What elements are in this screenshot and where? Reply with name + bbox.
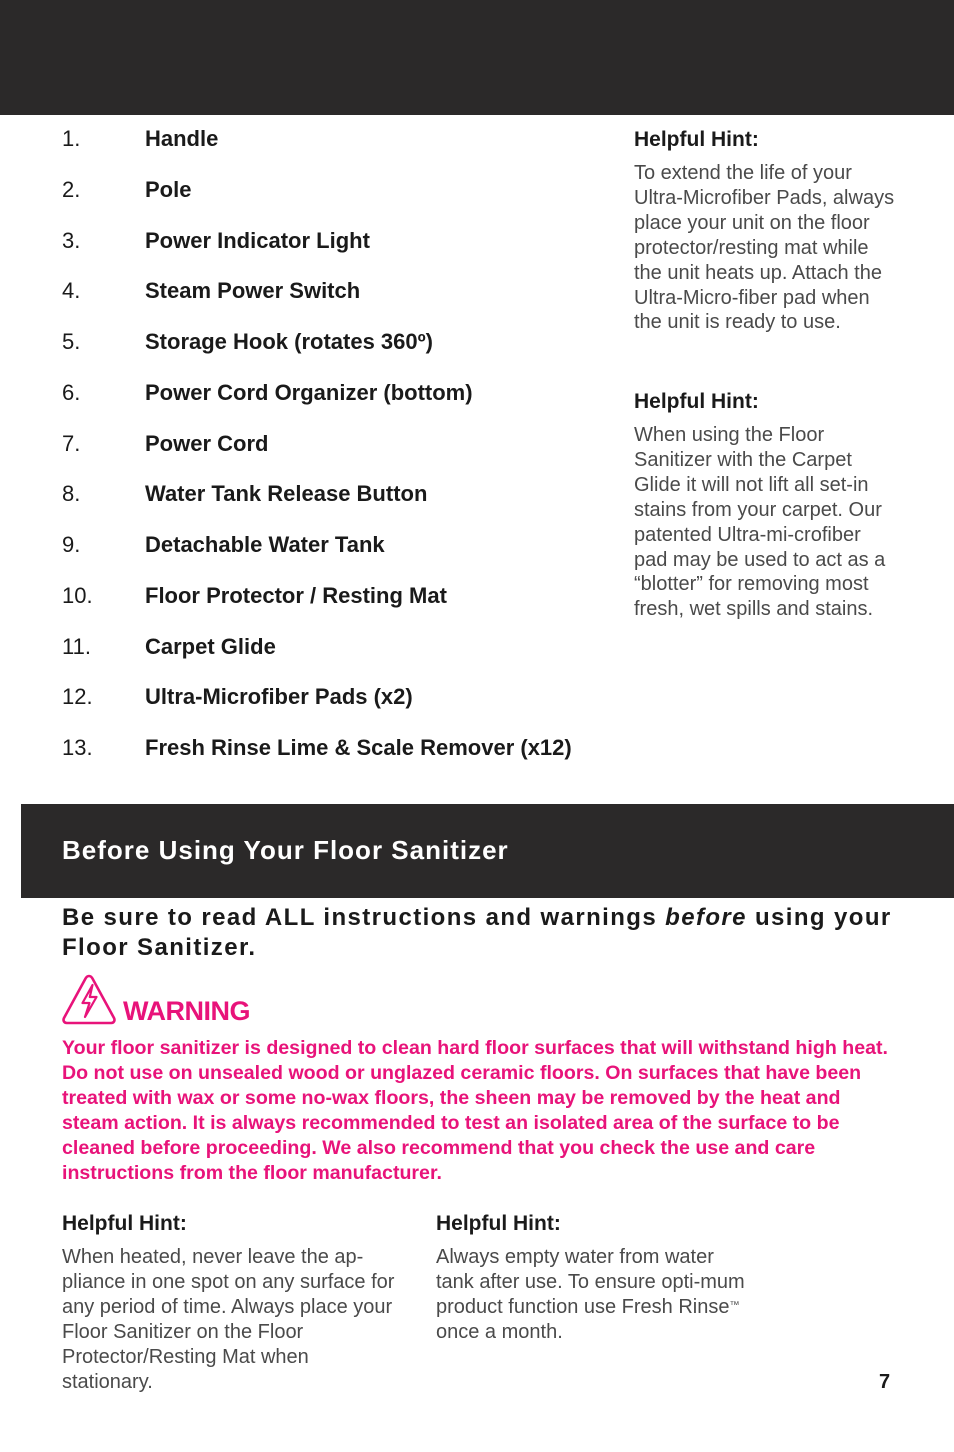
helpful-hint-empty-tank — [436, 1212, 754, 1345]
list-item — [62, 380, 622, 431]
part-number: 2. — [62, 176, 81, 202]
part-label: Handle — [145, 126, 219, 151]
part-label: Power Indicator Light — [145, 227, 370, 253]
part-number: 11. — [62, 633, 91, 659]
hint-text: When heated, never leave the ap-pliance in one spot on any surface for any period of time. Always place your Floor Sanitizer on the Floor Protector/Resting Mat when stationary. — [62, 1246, 395, 1393]
list-item — [62, 278, 622, 329]
list-item — [62, 329, 622, 380]
section-title: Before Using Your Floor Sanitizer — [62, 835, 509, 865]
helpful-hint-heated — [62, 1212, 402, 1394]
warning-header — [61, 973, 250, 1025]
helpful-hint-carpet-glide — [634, 390, 899, 622]
warning-title: WARNING — [123, 996, 250, 1026]
part-label: Storage Hook (rotates 360º) — [145, 329, 433, 354]
list-item — [62, 532, 622, 583]
part-number: 4. — [62, 278, 81, 304]
part-number: 7. — [62, 430, 81, 456]
part-number: 13. — [62, 735, 93, 760]
part-label: Floor Protector / Resting Mat — [145, 582, 447, 608]
hint-title: Helpful Hint: — [634, 128, 759, 151]
list-item — [62, 177, 622, 228]
part-label: Pole — [145, 176, 192, 202]
hint-title: Helpful Hint: — [62, 1212, 187, 1235]
part-label: Carpet Glide — [145, 633, 276, 659]
warning-lightning-icon — [61, 973, 117, 1025]
hint-text — [436, 1245, 754, 1345]
list-item — [62, 481, 622, 532]
list-item — [62, 126, 622, 177]
part-number: 1. — [62, 126, 81, 151]
parts-list — [62, 126, 622, 786]
intro-emphasis: before — [665, 904, 747, 931]
hint-title: Helpful Hint: — [634, 390, 759, 413]
part-label: Power Cord Organizer (bottom) — [145, 379, 473, 405]
header-band — [0, 0, 954, 115]
part-label: Ultra-Microfiber Pads (x2) — [145, 684, 413, 710]
part-number: 3. — [62, 227, 81, 253]
part-label: Water Tank Release Button — [145, 481, 428, 507]
intro-instruction — [62, 903, 902, 963]
section-header — [21, 804, 954, 898]
part-number: 8. — [62, 481, 81, 507]
helpful-hint-pads — [634, 128, 899, 335]
part-number: 6. — [62, 379, 81, 405]
hint-title: Helpful Hint: — [436, 1212, 561, 1235]
intro-text: Be sure to read ALL instructions and warnings — [62, 904, 666, 931]
hint-text: When using the Floor Sanitizer with the Carpet Glide it will not lift all set-in stains from your carpet. Our patented Ultra-mi-crofiber pad may be used to act as a “blotter” for removing most fresh, wet spills and stains. — [634, 424, 886, 621]
page-number: 7 — [879, 1371, 891, 1393]
part-number: 12. — [62, 684, 93, 710]
part-label: Fresh Rinse Lime & Scale Remover (x12) — [145, 735, 572, 760]
hint-text-part: Always empty water from water tank after use. To ensure opti-mum product function use Fresh Rinse — [436, 1246, 745, 1318]
list-item — [62, 228, 622, 279]
list-item — [62, 735, 622, 786]
list-item — [62, 634, 622, 685]
part-number: 5. — [62, 329, 81, 354]
part-number: 10. — [62, 582, 93, 608]
trademark-symbol: ™ — [729, 1299, 740, 1311]
list-item — [62, 583, 622, 634]
part-label: Steam Power Switch — [145, 278, 361, 304]
hint-text-part: once a month. — [436, 1320, 563, 1343]
list-item — [62, 684, 622, 735]
intro-text: using your Floor Sanitizer. — [62, 904, 892, 961]
warning-text: Your floor sanitizer is designed to clean hard floor surfaces that will withstand high heat. Do not use on unsealed wood or unglazed ceramic floors. On surfaces that have been treated with wax or some no-wax floors, the sheen may be removed by the heat and steam action. It is always recommended to test an isolated area of the surface to be cleaned before proceeding. We also recommend that you check the use and care instructions from the floor manufacturer. — [62, 1037, 888, 1184]
list-item — [62, 431, 622, 482]
hint-text: To extend the life of your Ultra-Microfiber Pads, always place your unit on the floor protector/resting mat while the unit heats up. Attach the Ultra-Micro-fiber pad when the unit is ready to use. — [634, 162, 895, 334]
part-label: Power Cord — [145, 430, 269, 456]
part-label: Detachable Water Tank — [145, 532, 385, 557]
part-number: 9. — [62, 532, 81, 557]
